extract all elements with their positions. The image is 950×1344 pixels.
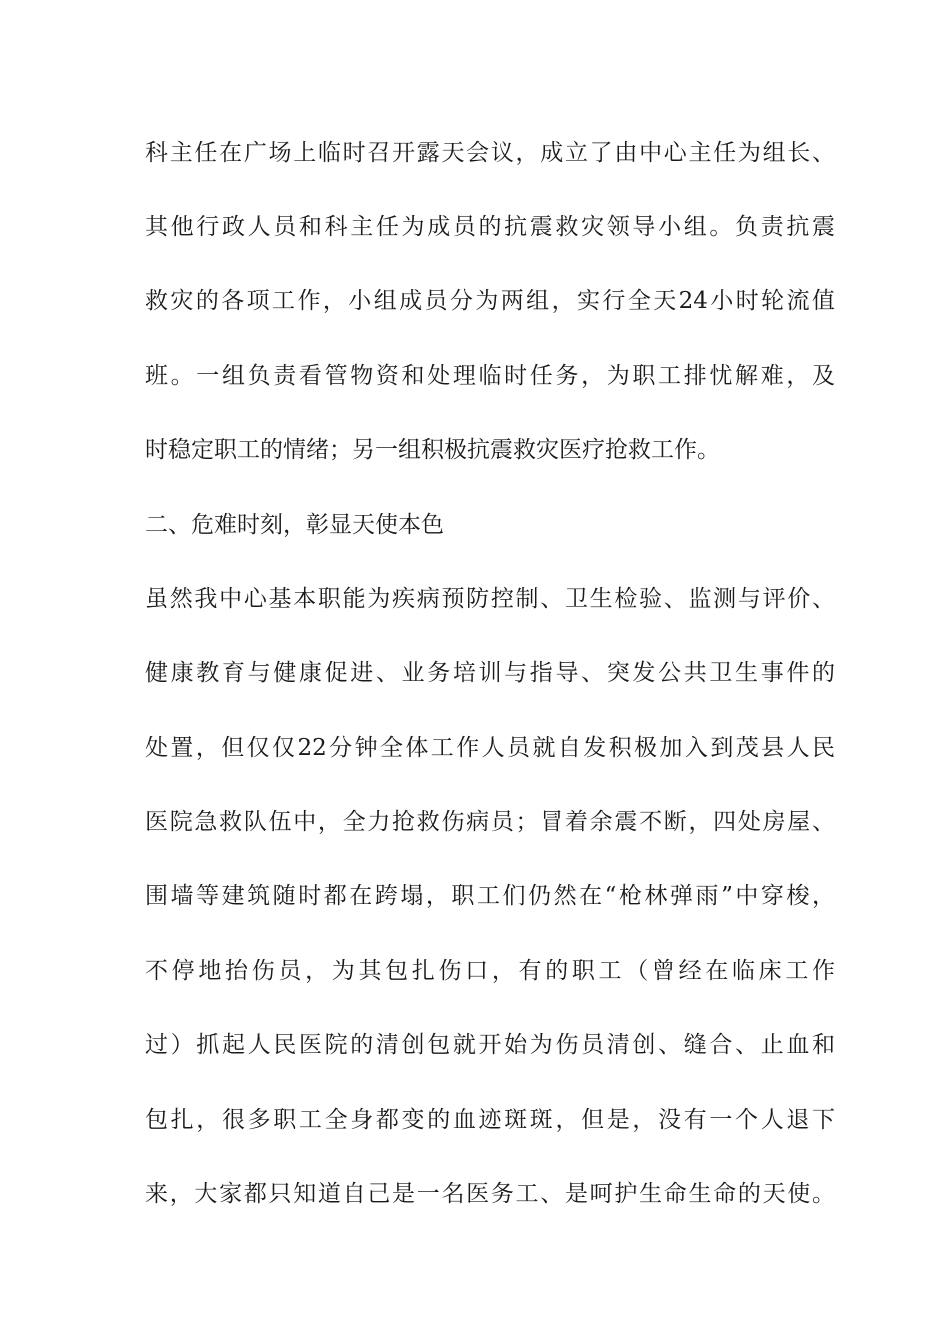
text-line: 科主任在广场上临时召开露天会议，成立了由中心主任为组长、 <box>145 140 835 166</box>
text-line: 虽然我中心基本职能为疾病预防控制、卫生检验、监测与评价、 <box>145 586 835 612</box>
text-line: 处置，但仅仅22分钟全体工作人员就自发积极加入到茂县人民 <box>145 735 835 761</box>
text-line: 健康教育与健康促进、业务培训与指导、突发公共卫生事件的 <box>145 660 835 686</box>
text-line: 过）抓起人民医院的清创包就开始为伤员清创、缝合、止血和 <box>145 1032 835 1058</box>
text-line: 来，大家都只知道自己是一名医务工、是呵护生命生命的天使。 <box>145 1181 835 1207</box>
text-line: 围墙等建筑随时都在跨塌，职工们仍然在“枪林弹雨”中穿梭， <box>145 883 835 909</box>
text-line: 班。一组负责看管物资和处理临时任务，为职工排忧解难，及 <box>145 363 835 389</box>
section-heading: 二、危难时刻，彰显天使本色 <box>145 512 444 538</box>
text-line: 时稳定职工的情绪；另一组积极抗震救灾医疗抢救工作。 <box>145 437 720 463</box>
text-line: 其他行政人员和科主任为成员的抗震救灾领导小组。负责抗震 <box>145 214 835 240</box>
text-line: 不停地抬伤员，为其包扎伤口，有的职工（曾经在临床工作 <box>145 958 835 984</box>
text-line: 医院急救队伍中，全力抢救伤病员；冒着余震不断，四处房屋、 <box>145 809 835 835</box>
text-line: 救灾的各项工作，小组成员分为两组，实行全天24小时轮流值 <box>145 288 835 314</box>
text-line: 包扎，很多职工全身都变的血迹斑斑，但是，没有一个人退下 <box>145 1107 835 1133</box>
